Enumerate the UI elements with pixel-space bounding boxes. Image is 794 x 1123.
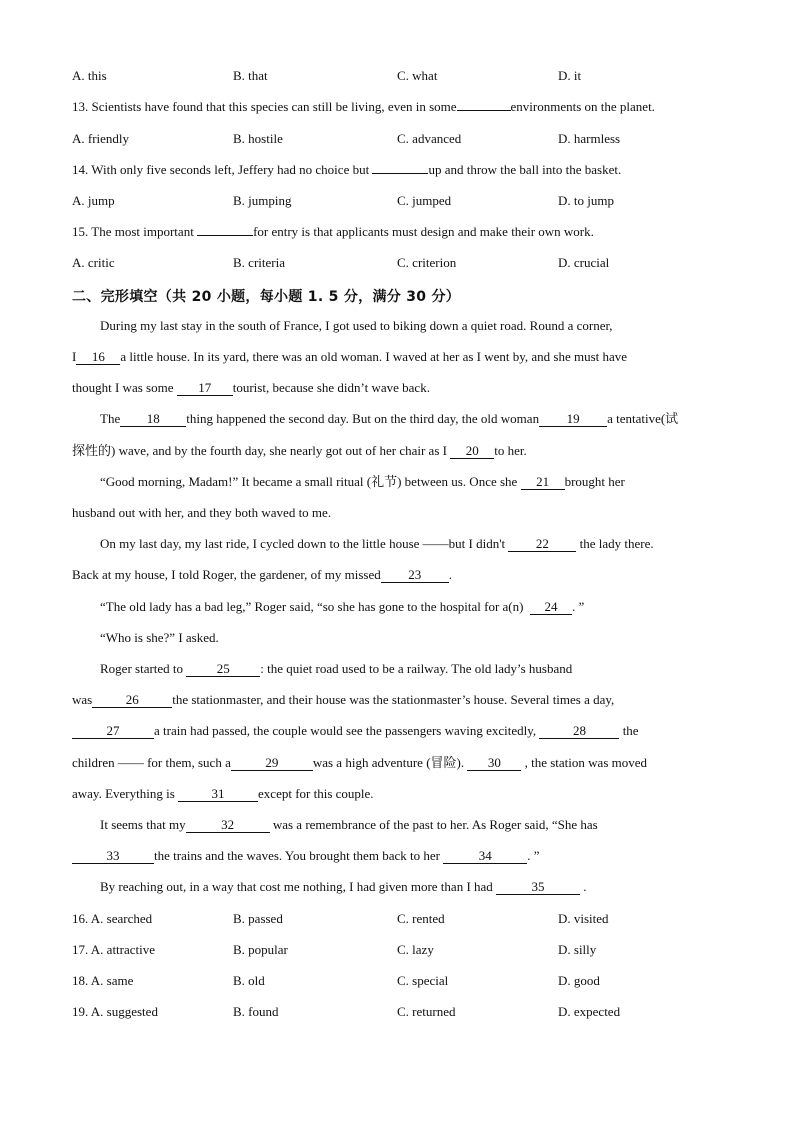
passage-line: 33 the trains and the waves. You brought them back to her 34 . ”	[72, 848, 539, 864]
passage-line: Roger started to 25 : the quiet road used to be a railway. The old lady’s husband	[100, 661, 573, 676]
blank-31: 31	[178, 787, 258, 802]
passage-line: 探性的) wave, and by the fourth day, she nearly got out of her chair as I 20 to her.	[72, 443, 527, 458]
option-d: D. harmless	[558, 131, 621, 146]
passage-line: The 18 thing happened the second day. But on the third day, the old woman 19 a tentative(试	[100, 411, 679, 426]
option-d: D. crucial	[558, 255, 610, 270]
passage-line: was 26 the stationmaster, and their house was the stationmaster’s house. Several times a day,	[72, 692, 615, 707]
passage-line: “Who is she?” I asked.	[100, 630, 219, 645]
option-b: B. that	[233, 68, 268, 83]
passage-line: By reaching out, in a way that cost me nothing, I had given more than I had 35 .	[100, 879, 587, 894]
option-c: C. criterion	[397, 255, 457, 270]
blank-20: 20	[450, 444, 494, 459]
option-a: 19. A. suggested	[72, 1004, 158, 1019]
option-a: A. this	[72, 68, 107, 83]
blank-32: 32	[186, 818, 270, 833]
options-row-q17	[72, 942, 722, 958]
passage-line: On my last day, my last ride, I cycled down to the little house ——but I didn't 22 the lady there.	[100, 536, 654, 551]
blank-22: 22	[508, 537, 576, 552]
option-c: C. returned	[397, 1004, 456, 1019]
blank-34: 34	[443, 849, 527, 864]
question-text: up and throw the ball into the basket.	[428, 162, 622, 177]
passage-line: husband out with her, and they both waved to me.	[72, 505, 332, 520]
question-15	[72, 224, 594, 240]
option-b: B. jumping	[233, 193, 292, 208]
question-text: 14. With only five seconds left, Jeffery had no choice but	[72, 162, 370, 177]
option-a: A. friendly	[72, 131, 130, 146]
option-c: C. advanced	[397, 131, 462, 146]
passage-line: away. Everything is 31 except for this couple.	[72, 786, 374, 801]
blank-21: 21	[521, 475, 565, 490]
option-c: C. what	[397, 68, 438, 83]
option-b: B. criteria	[233, 255, 285, 270]
option-b: B. found	[233, 1004, 279, 1019]
passage-line: “The old lady has a bad leg,” Roger said, “so she has gone to the hospital for a(n) 24 . ”	[100, 599, 585, 614]
options-row-q16	[72, 911, 722, 927]
option-b: B. passed	[233, 911, 283, 926]
option-a: 18. A. same	[72, 973, 134, 988]
blank-30: 30	[467, 756, 521, 771]
blank-28: 28	[539, 724, 619, 739]
blank-18: 18	[120, 412, 186, 427]
answer-blank	[457, 110, 511, 111]
options-row-q12	[72, 68, 722, 84]
passage-line: It seems that my 32 was a remembrance of the past to her. As Roger said, “She has	[100, 817, 598, 832]
blank-23: 23	[381, 568, 449, 583]
option-a: A. critic	[72, 255, 115, 270]
blank-24: 24	[530, 600, 572, 615]
passage-line: Back at my house, I told Roger, the gardener, of my missed 23 .	[72, 567, 452, 582]
section-heading: 二、完形填空（共 20 小题，每小题 1. 5 分，满分 30 分）	[72, 289, 461, 305]
passage-line: children —— for them, such a 29 was a high adventure (冒险). 30 , the station was moved	[72, 755, 648, 770]
passage-line: I 16 a little house. In its yard, there was an old woman. I waved at her as I went by, and she must have	[72, 349, 628, 364]
option-b: B. hostile	[233, 131, 283, 146]
options-row-q15	[72, 255, 722, 271]
answer-blank	[197, 235, 253, 236]
passage-line: thought I was some 17 tourist, because she didn’t wave back.	[72, 380, 430, 395]
option-a: 17. A. attractive	[72, 942, 156, 957]
question-14	[72, 162, 621, 178]
blank-17: 17	[177, 381, 233, 396]
blank-29: 29	[231, 756, 313, 771]
blank-35: 35	[496, 880, 580, 895]
options-row-q18	[72, 973, 722, 989]
options-row-q14	[72, 193, 722, 209]
answer-blank	[372, 173, 428, 174]
option-b: B. old	[233, 973, 265, 988]
options-row-q19	[72, 1004, 722, 1020]
passage-line: “Good morning, Madam!” It became a small ritual (礼节) between us. Once she 21 brought her	[100, 474, 625, 489]
blank-16: 16	[76, 350, 120, 365]
option-d: D. to jump	[558, 193, 614, 208]
option-a: 16. A. searched	[72, 911, 153, 926]
option-b: B. popular	[233, 942, 288, 957]
question-13	[72, 99, 655, 115]
option-d: D. expected	[558, 1004, 621, 1019]
question-text: 15. The most important	[72, 224, 194, 239]
blank-33: 33	[72, 849, 154, 864]
passage-line: During my last stay in the south of France, I got used to biking down a quiet road. Round a corner,	[100, 318, 613, 333]
option-a: A. jump	[72, 193, 115, 208]
question-text: 13. Scientists have found that this species can still be living, even in some	[72, 99, 457, 114]
question-text: for entry is that applicants must design and make their own work.	[253, 224, 594, 239]
option-c: C. jumped	[397, 193, 452, 208]
option-d: D. silly	[558, 942, 597, 957]
options-row-q13	[72, 131, 722, 147]
option-c: C. special	[397, 973, 449, 988]
option-c: C. rented	[397, 911, 445, 926]
blank-19: 19	[539, 412, 607, 427]
question-text: environments on the planet.	[510, 99, 655, 114]
option-c: C. lazy	[397, 942, 434, 957]
blank-25: 25	[186, 662, 260, 677]
option-d: D. visited	[558, 911, 609, 926]
passage-line: 27 a train had passed, the couple would see the passengers waving excitedly, 28 the	[72, 723, 639, 739]
option-d: D. good	[558, 973, 600, 988]
blank-27: 27	[72, 724, 154, 739]
option-d: D. it	[558, 68, 582, 83]
blank-26: 26	[92, 693, 172, 708]
